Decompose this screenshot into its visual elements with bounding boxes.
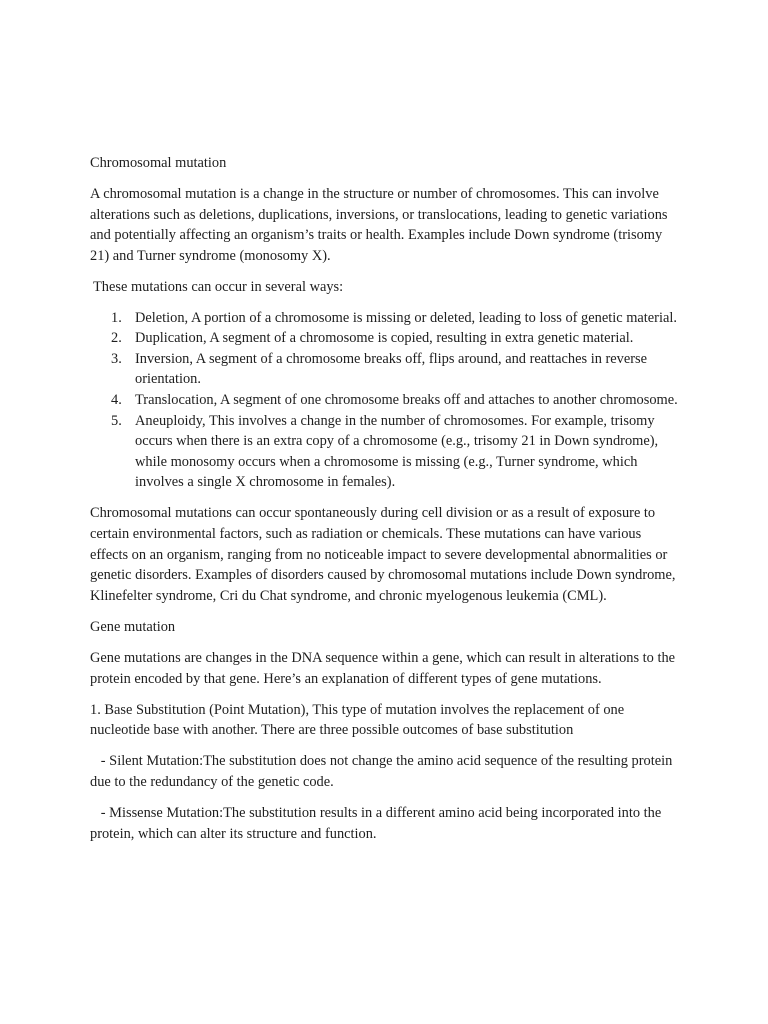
chromosomal-causes-paragraph: Chromosomal mutations can occur spontaneously during cell division or as a result of exposure to certain environmental factors, such as radiation or chemicals. These mutations can have various effects on an organism, ranging from no noticeable impact to severe developmental abnormalities or genetic disorders. Examples of disorders caused by chromosomal mutations include Down syndrome, Klinefelter syndrome, Cri du Chat syndrome, and chronic myelogenous leukemia (CML).: [90, 505, 676, 604]
list-item-text: Aneuploidy, This involves a change in the number of chromosomes. For example, trisomy occurs when there is an extra copy of a chromosome (e.g., trisomy 21 in Down syndrome), while monosomy occurs when a chromosome is missing (e.g., Turner syndrome, which involves a single X chromosome in females).: [135, 412, 659, 491]
ways-lead-text: These mutations can occur in several ways:: [93, 278, 344, 295]
gene-intro-paragraph: Gene mutations are changes in the DNA sequence within a gene, which can result in alterations to the protein encoded by that gene. Here’s an explanation of different types of gene mutations.: [90, 649, 676, 687]
list-item-number: 1.: [111, 309, 122, 326]
chromosomal-intro-paragraph: A chromosomal mutation is a change in the structure or number of chromosomes. This can involve alterations such as deletions, duplications, inversions, or translocations, leading to genetic variations and potentially affecting an organism’s traits or health. Examples include Down syndrome (trisomy 21) and Turner syndrome (monosomy X).: [90, 186, 668, 264]
list-item-text: Deletion, A portion of a chromosome is missing or deleted, leading to loss of genetic material.: [135, 309, 677, 326]
list-item: [90, 390, 682, 411]
missense-mutation-paragraph: - Missense Mutation:The substitution results in a different amino acid being incorporated into the protein, which can alter its structure and function.: [90, 805, 665, 842]
list-item-number: 5.: [111, 412, 122, 429]
chromosomal-heading: Chromosomal mutation: [90, 155, 227, 171]
list-item: [90, 349, 682, 390]
list-item-text: Inversion, A segment of a chromosome breaks off, flips around, and reattaches in reverse orientation.: [135, 350, 648, 388]
list-item-number: 2.: [111, 330, 122, 347]
silent-mutation-paragraph: - Silent Mutation:The substitution does not change the amino acid sequence of the resulting protein due to the redundancy of the genetic code.: [90, 753, 676, 790]
list-item-number: 3.: [111, 350, 122, 367]
list-item: [90, 411, 682, 493]
mutation-types-list: [90, 308, 682, 493]
list-item: [90, 308, 682, 329]
list-item-number: 4.: [111, 391, 122, 408]
list-item-text: Duplication, A segment of a chromosome is copied, resulting in extra genetic material.: [135, 330, 634, 347]
document-page: [90, 153, 682, 855]
list-item: [90, 328, 682, 349]
base-substitution-paragraph: 1. Base Substitution (Point Mutation), This type of mutation involves the replacement of one nucleotide base with another. There are three possible outcomes of base substitution: [90, 701, 625, 739]
gene-heading: Gene mutation: [90, 618, 176, 635]
list-item-text: Translocation, A segment of one chromosome breaks off and attaches to another chromosome.: [135, 391, 678, 408]
